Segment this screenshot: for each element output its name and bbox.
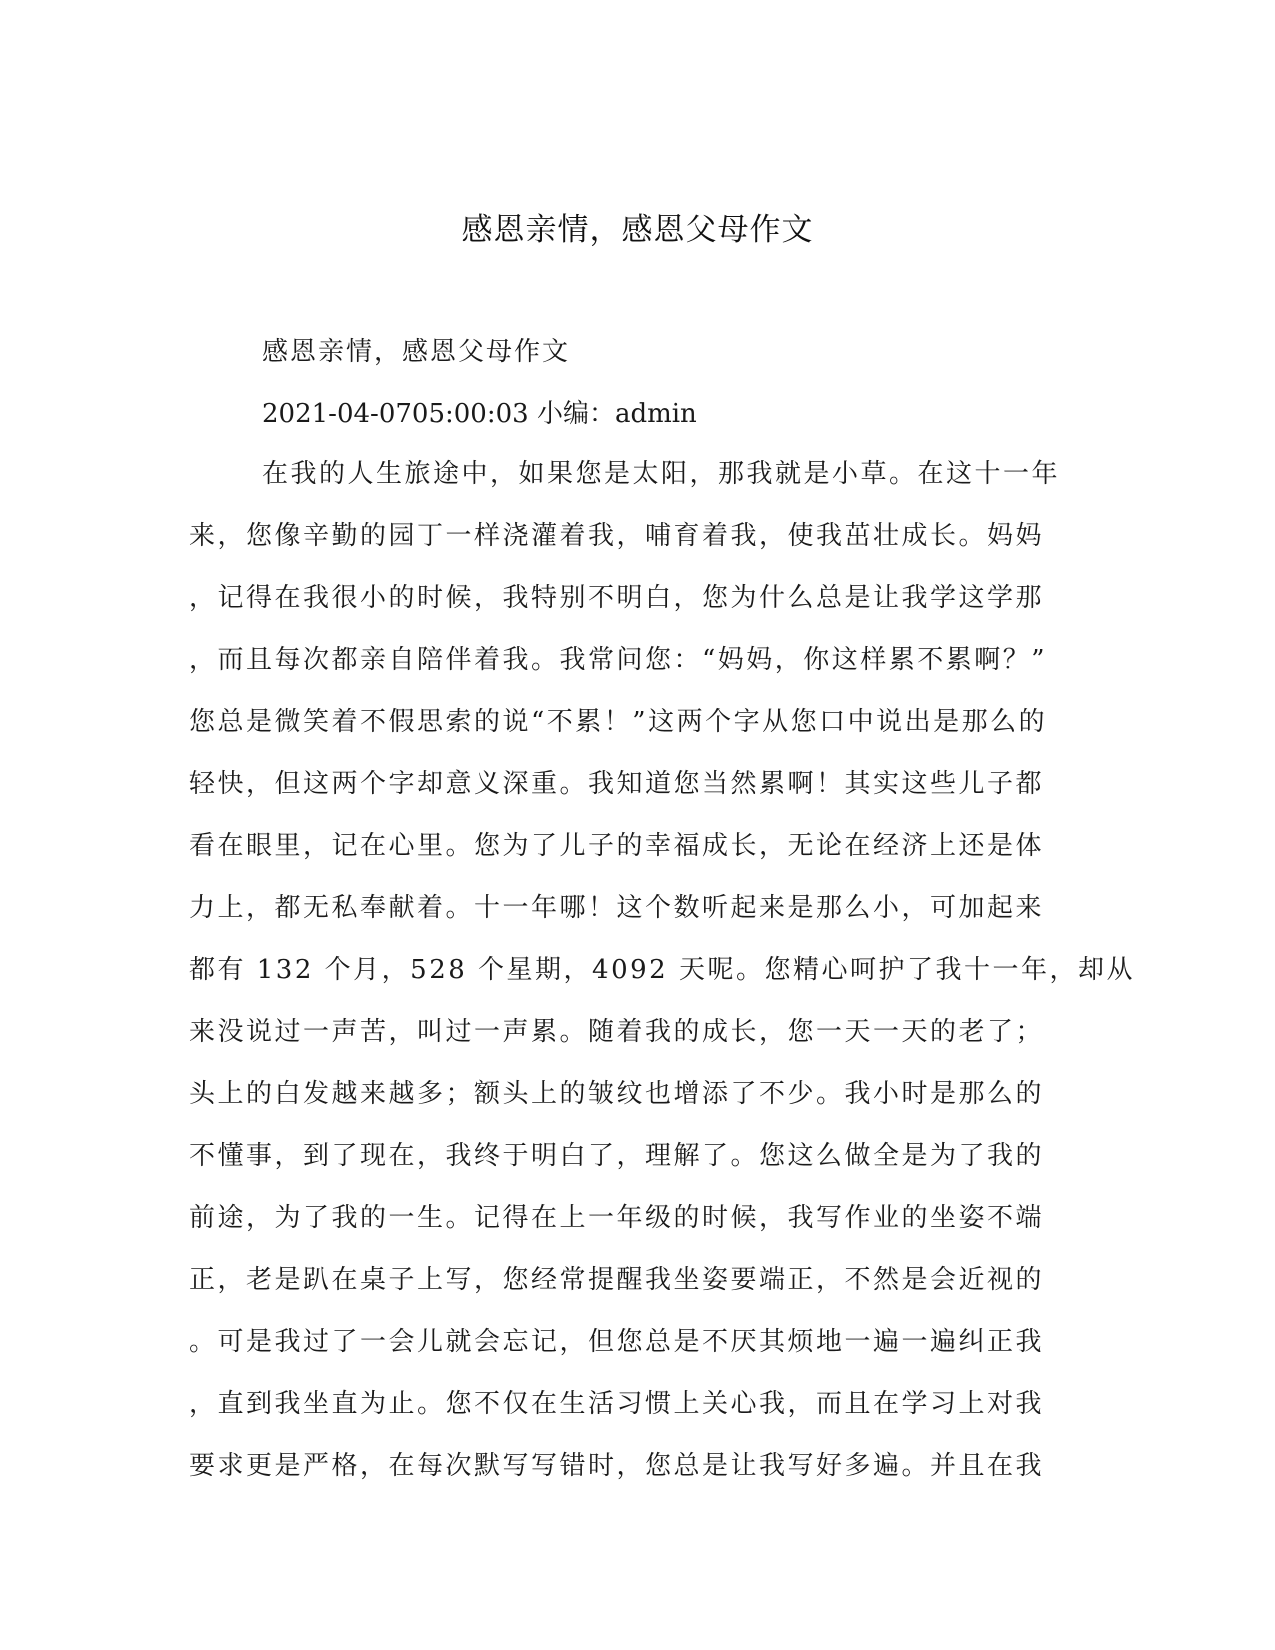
body-line: ，记得在我很小的时候，我特别不明白，您为什么总是让我学这学那 — [189, 583, 1045, 613]
article-meta: 2021-04-0705:00:03 小编：admin — [262, 399, 697, 429]
body-line: ，直到我坐直为止。您不仅在生活习惯上关心我，而且在学习上对我 — [189, 1389, 1045, 1419]
body-line: 头上的白发越来越多；额头上的皱纹也增添了不少。我小时是那么的 — [189, 1079, 1045, 1109]
body-line: 都有 132 个月，528 个星期，4092 天呢。您精心呵护了我十一年，却从 — [189, 955, 1135, 985]
body-line: 力上，都无私奉献着。十一年哪！这个数听起来是那么小，可加起来 — [189, 893, 1045, 923]
body-line: 在我的人生旅途中，如果您是太阳，那我就是小草。在这十一年 — [262, 459, 1061, 489]
body-line: 来，您像辛勤的园丁一样浇灌着我，哺育着我，使我茁壮成长。妈妈 — [189, 521, 1045, 551]
body-line: 前途，为了我的一生。记得在上一年级的时候，我写作业的坐姿不端 — [189, 1203, 1045, 1233]
body-line: 轻快，但这两个字却意义深重。我知道您当然累啊！其实这些儿子都 — [189, 769, 1045, 799]
page-title: 感恩亲情，感恩父母作文 — [461, 212, 814, 248]
body-line: 要求更是严格，在每次默写写错时，您总是让我写好多遍。并且在我 — [189, 1451, 1045, 1481]
body-line: 正，老是趴在桌子上写，您经常提醒我坐姿要端正，不然是会近视的 — [189, 1265, 1045, 1295]
article-body — [189, 456, 1135, 1510]
body-line: 。可是我过了一会儿就会忘记，但您总是不厌其烦地一遍一遍纠正我 — [189, 1327, 1045, 1357]
body-line: 看在眼里，记在心里。您为了儿子的幸福成长，无论在经济上还是体 — [189, 831, 1045, 861]
article-subtitle: 感恩亲情，感恩父母作文 — [262, 337, 571, 367]
body-line: 您总是微笑着不假思索的说“不累！”这两个字从您口中说出是那么的 — [189, 707, 1048, 737]
body-line: 来没说过一声苦，叫过一声累。随着我的成长，您一天一天的老了； — [189, 1017, 1045, 1047]
body-line: ，而且每次都亲自陪伴着我。我常问您：“妈妈，你这样累不累啊？” — [189, 645, 1048, 675]
body-line: 不懂事，到了现在，我终于明白了，理解了。您这么做全是为了我的 — [189, 1141, 1045, 1171]
